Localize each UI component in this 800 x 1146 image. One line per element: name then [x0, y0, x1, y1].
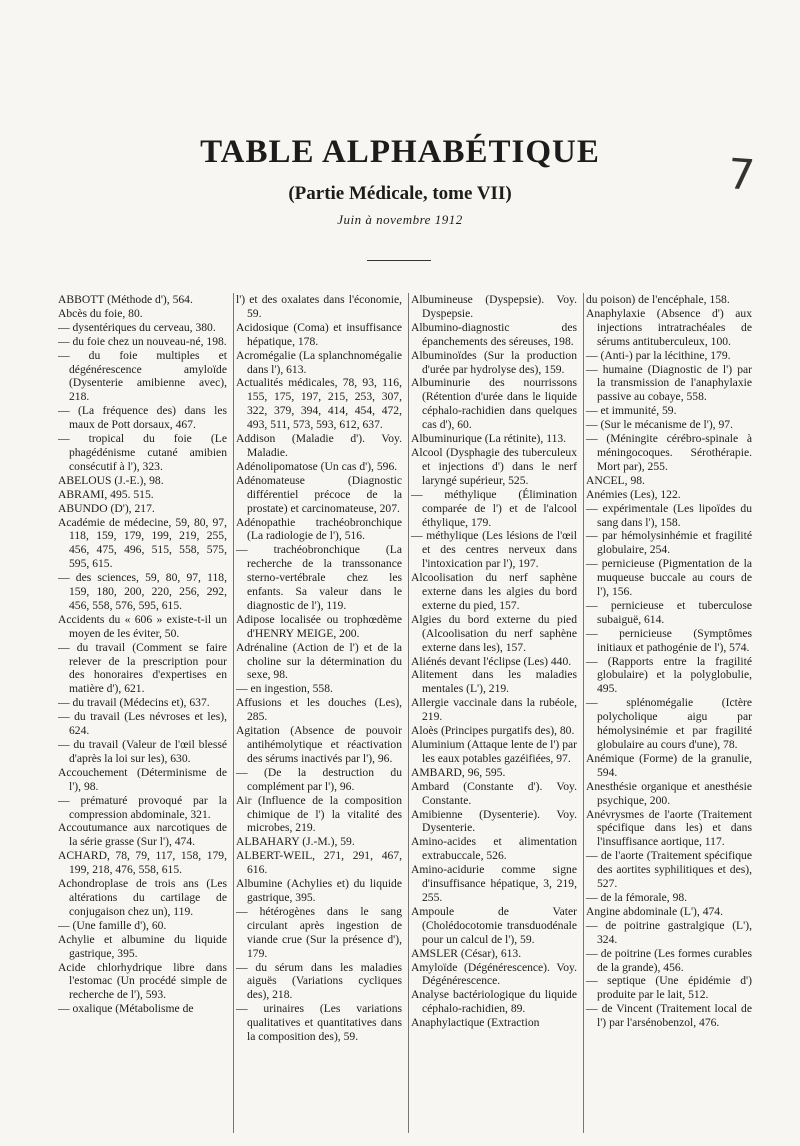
index-entry: — septique (Une épidémie d') produite par le lait, 512.: [586, 974, 752, 1002]
index-entry: Addison (Maladie d'). Voy. Maladie.: [236, 432, 402, 459]
index-columns: [58, 293, 758, 1133]
index-entry: Ambard (Constante d'). Voy. Constante.: [411, 779, 577, 807]
index-entry: Albuminoïdes (Sur la production d'urée par hydrolyse des), 159.: [411, 348, 577, 376]
index-entry: — pernicieuse (Pigmentation de la muqueuse buccale au cours de l'), 156.: [586, 557, 752, 599]
index-entry: ABRAMI, 495. 515.: [58, 487, 154, 501]
index-entry: — (Une famille d'), 60.: [58, 918, 167, 932]
index-entry: Achylie et albumine du liquide gastrique, 395.: [58, 932, 227, 960]
index-entry: Adénomateuse (Diagnostic différentiel précoce de la prostate) et carcinomateuse, 207.: [236, 473, 402, 515]
index-entry: Affusions et les douches (Les), 285.: [236, 696, 402, 724]
index-entry: Agitation (Absence de pouvoir antihémolytique et réactivation des sérums inactivés par l'), 96.: [236, 724, 402, 765]
index-entry: — du travail (Les névroses et les), 624.: [58, 710, 227, 738]
index-entry: Aliénés devant l'éclipse (Les) 440.: [411, 654, 572, 668]
index-entry: — hétérogènes dans le sang circulant après ingestion de viande crue (Sur la présence d'), 179.: [236, 904, 402, 960]
index-entry: Aluminium (Attaque lente de l') par les eaux potables gazéifiées, 97.: [411, 738, 577, 765]
index-entry: — méthylique (Élimination comparée de l') et de l'alcool éthylique, 179.: [411, 487, 577, 529]
index-entry: — du foie chez un nouveau-né, 198.: [58, 334, 227, 348]
index-entry: Alcool (Dysphagie des tuberculeux et injections d') dans le nerf laryngé supérieur, 525.: [411, 445, 577, 487]
index-entry: Analyse bactériologique du liquide céphalo-rachidien, 89.: [411, 988, 577, 1016]
index-column: [408, 293, 583, 1133]
index-column: [58, 293, 233, 1133]
title-rule: [367, 260, 431, 261]
index-entry: — du travail (Valeur de l'œil blessé d'après la loi sur les), 630.: [58, 738, 227, 765]
index-entry: ABUNDO (D'), 217.: [58, 501, 155, 515]
index-entry: — du foie multiples et dégénérescence amyloïde (Dysenterie amibienne avec), 218.: [58, 348, 227, 404]
index-entry: — méthylique (Les lésions de l'œil et des centres nerveux dans l'intoxication par l'), 197.: [411, 529, 577, 571]
index-entry: — du sérum dans les maladies aiguës (Variations cycliques des), 218.: [236, 960, 402, 1002]
index-entry: — oxalique (Métabolisme de: [58, 1002, 194, 1016]
index-entry: — trachéobronchique (La recherche de la transsonance sterno-vertébrale chez les enfants. Sa valeur dans le diagnostic de l'), 119.: [236, 543, 402, 612]
index-entry: — splénomégalie (Ictère polycholique aigu par hémolysinémie et par fragilité globulaire au cours d'une), 78.: [586, 696, 752, 751]
index-entry: Albumine (Achylies et) du liquide gastrique, 395.: [236, 877, 402, 904]
index-column: [583, 293, 758, 1133]
index-entry: Actualités médicales, 78, 93, 116, 155, 175, 197, 215, 253, 307, 322, 379, 394, 414, 454, 472, 493, 511, 573, 593, 612, 637.: [236, 376, 402, 432]
index-entry: — prématuré provoqué par la compression abdominale, 321.: [58, 793, 227, 821]
index-entry: du poison) de l'encéphale, 158.: [586, 293, 730, 306]
index-entry: Amino-acidurie comme signe d'insuffisance hépatique, 3, 219, 255.: [411, 863, 577, 904]
index-entry: — urinaires (Les variations qualitatives et quantitatives dans la composition des), 59.: [236, 1002, 402, 1044]
index-entry: Anaphylaxie (Absence d') aux injections intratrachéales de sérums antituberculeux, 100.: [586, 306, 752, 348]
index-entry: — (La fréquence des) dans les maux de Pott dorsaux, 467.: [58, 404, 227, 432]
index-entry: Accidents du « 606 » existe-t-il un moyen de les éviter, 50.: [58, 612, 227, 640]
index-entry: Alcoolisation du nerf saphène externe dans les algies du bord externe du pied, 157.: [411, 571, 577, 612]
handwritten-page-mark: 7: [726, 149, 757, 200]
index-entry: — dysentériques du cerveau, 380.: [58, 320, 216, 334]
index-entry: — du travail (Comment se faire relever de la prescription pour des honoraires d'expertises en matière d'), 621.: [58, 640, 227, 696]
index-entry: ABELOUS (J.-E.), 98.: [58, 473, 164, 487]
index-entry: Adipose localisée ou trophœdème d'HENRY MEIGE, 200.: [236, 612, 402, 640]
index-entry: Adénopathie trachéobronchique (La radiologie de l'), 516.: [236, 515, 402, 543]
index-entry: — de la fémorale, 98.: [586, 890, 688, 904]
index-entry: — et immunité, 59.: [586, 404, 677, 418]
index-entry: Anévrysmes de l'aorte (Traitement spécifique dans les) et dans l'insuffisance aortique, 117.: [586, 807, 752, 849]
index-entry: Accouchement (Déterminisme de l'), 98.: [58, 765, 227, 793]
index-entry: Anémies (Les), 122.: [586, 487, 681, 501]
index-entry: Air (Influence de la composition chimique de l') la vitalité des microbes, 219.: [236, 793, 402, 835]
index-entry: — pernicieuse et tuberculose subaiguë, 614.: [586, 598, 752, 626]
index-entry: — en ingestion, 558.: [236, 682, 333, 696]
index-entry: AMBARD, 96, 595.: [411, 765, 506, 779]
index-entry: — (Méningite cérébro-spinale à méningocoques. Sérothérapie. Mort par), 255.: [586, 432, 752, 473]
index-entry: Algies du bord externe du pied (Alcoolisation du nerf saphène externe dans les), 157.: [411, 612, 577, 654]
index-entry: Anémique (Forme) de la granulie, 594.: [586, 751, 752, 779]
index-entry: Albumino-diagnostic des épanchements des séreuses, 198.: [411, 320, 577, 348]
index-entry: Amino-acides et alimentation extrabuccale, 526.: [411, 835, 577, 863]
index-entry: — de Vincent (Traitement local de l') par l'arsénobenzol, 476.: [586, 1002, 752, 1030]
index-entry: Ampoule de Vater (Cholédocotomie transduodénale pour un calcul de l'), 59.: [411, 904, 577, 946]
index-entry: — tropical du foie (Le phagédénisme cutané amibien consécutif à l'), 323.: [58, 432, 227, 473]
date-range: Juin à novembre 1912: [337, 212, 463, 227]
index-column: [233, 293, 408, 1133]
index-entry: Aloès (Principes purgatifs des), 80.: [411, 724, 575, 738]
index-entry: — expérimentale (Les lipoïdes du sang dans l'), 158.: [586, 501, 752, 529]
index-entry: — humaine (Diagnostic de l') par la transmission de l'anaphylaxie passive au cobaye, 558.: [586, 362, 752, 404]
index-entry: — de poitrine (Les formes curables de la grande), 456.: [586, 946, 752, 974]
index-entry: Alitement dans les maladies mentales (L'), 219.: [411, 668, 577, 696]
index-entry: Amibienne (Dysenterie). Voy. Dysenterie.: [411, 807, 577, 835]
index-entry: ABBOTT (Méthode d'), 564.: [58, 293, 193, 306]
index-entry: Angine abdominale (L'), 474.: [586, 904, 723, 918]
index-entry: Anesthésie organique et anesthésie psychique, 200.: [586, 779, 752, 807]
index-entry: Albuminurique (La rétinite), 113.: [411, 432, 567, 446]
index-entry: Achondroplase de trois ans (Les altérations du cartilage de conjugaison chez un), 119.: [58, 877, 227, 918]
index-entry: Académie de médecine, 59, 80, 97, 118, 159, 179, 199, 219, 255, 456, 475, 496, 515, 558, 575, 595, 615.: [58, 515, 227, 571]
index-entry: — par hémolysinhémie et fragilité globulaire, 254.: [586, 529, 752, 557]
index-entry: — des sciences, 59, 80, 97, 118, 159, 180, 200, 220, 256, 292, 456, 558, 576, 595, 615.: [58, 571, 227, 612]
index-entry: — de poitrine gastralgique (L'), 324.: [586, 918, 752, 946]
index-entry: Anaphylactique (Extraction: [411, 1016, 540, 1030]
index-entry: AMSLER (César), 613.: [411, 946, 522, 960]
index-entry: Amyloïde (Dégénérescence). Voy. Dégénérescence.: [411, 960, 577, 988]
index-entry: ALBERT-WEIL, 271, 291, 467, 616.: [236, 849, 402, 877]
index-entry: Acide chlorhydrique libre dans l'estomac (Un procédé simple de recherche de l'), 593.: [58, 960, 227, 1002]
index-entry: — (De la destruction du complément par l'), 96.: [236, 765, 402, 793]
page-subtitle: (Partie Médicale, tome VII): [288, 183, 512, 204]
index-entry: — (Sur le mécanisme de l'), 97.: [586, 418, 733, 432]
index-entry: ACHARD, 78, 79, 117, 158, 179, 199, 218, 476, 558, 615.: [58, 849, 227, 877]
index-entry: Allergie vaccinale dans la rubéole, 219.: [411, 696, 577, 724]
index-entry: — de l'aorte (Traitement spécifique des aortites syphilitiques et des), 527.: [586, 849, 752, 891]
index-entry: Albumineuse (Dyspepsie). Voy. Dyspepsie.: [411, 293, 577, 320]
index-entry: Acidosique (Coma) et insuffisance hépatique, 178.: [236, 320, 402, 348]
index-entry: — (Rapports entre la fragilité globulaire) et la polyglobulie, 495.: [586, 654, 752, 696]
index-entry: Albuminurie des nourrissons (Rétention d'urée dans le liquide céphalo-rachidien dans quelques cas d'), 60.: [411, 376, 577, 432]
index-entry: ANCEL, 98.: [586, 473, 645, 487]
index-entry: Abcès du foie, 80.: [58, 306, 143, 320]
index-entry: l') et des oxalates dans l'économie, 59.: [236, 293, 402, 320]
index-entry: Accoutumance aux narcotiques de la série grasse (Sur l'), 474.: [58, 821, 227, 849]
index-entry: Acromégalie (La splanchnomégalie dans l'), 613.: [236, 348, 402, 376]
index-entry: ALBAHARY (J.-M.), 59.: [236, 835, 355, 849]
index-entry: — (Anti-) par la lécithine, 179.: [586, 348, 731, 362]
index-entry: — du travail (Médecins et), 637.: [58, 696, 210, 710]
index-entry: — pernicieuse (Symptômes initiaux et pathogénie de l'), 574.: [586, 626, 752, 654]
index-entry: Adénolipomatose (Un cas d'), 596.: [236, 459, 398, 473]
index-entry: Adrénaline (Action de l') et de la choline sur la détermination du sexe, 98.: [236, 640, 402, 682]
page-title: TABLE ALPHABÉTIQUE: [200, 134, 600, 170]
